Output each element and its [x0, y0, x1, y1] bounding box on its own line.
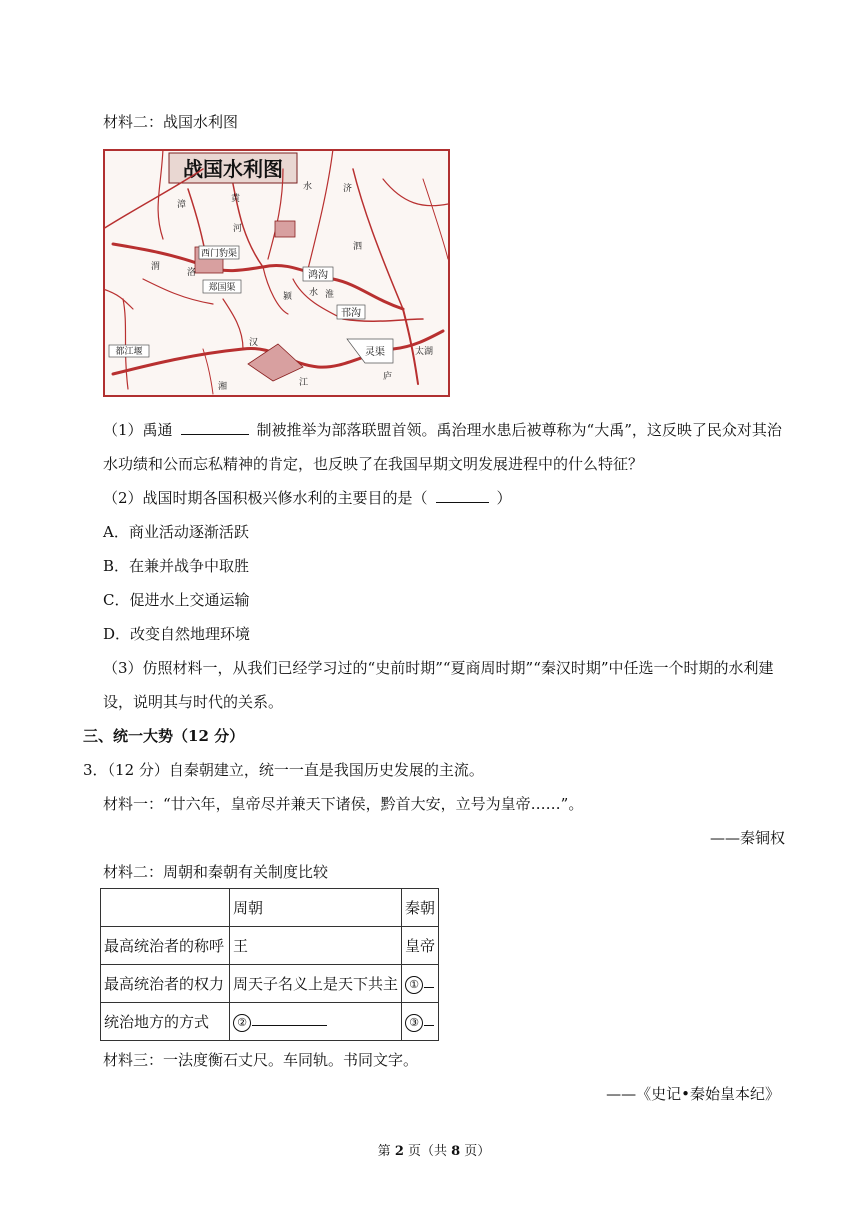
map-label-shui-1: 水: [303, 182, 313, 192]
map-label-lingqu: 灵渠: [365, 347, 385, 358]
table-cell-zhou[interactable]: [230, 1003, 402, 1041]
q2-option-c[interactable]: C．促进水上交通运输: [103, 591, 250, 609]
map-label-honggou: 鸿沟: [308, 270, 328, 281]
table-row-label: 最高统治者的权力: [101, 965, 230, 1003]
map-label-he: 河: [233, 224, 243, 234]
table-header-row: [101, 889, 439, 927]
table-row-label: 统治地方的方式: [101, 1003, 230, 1041]
question3-material2-label: 材料二：周朝和秦朝有关制度比较: [103, 863, 329, 881]
map-label-hangou: 邗沟: [341, 308, 361, 319]
map-label-si: 泗: [353, 242, 363, 252]
q1-line2: 水功绩和公而忘私精神的肯定，也反映了在我国早期文明发展进程中的什么特征？: [103, 455, 644, 473]
page-total: 8: [451, 1144, 461, 1159]
q2-option-b[interactable]: B．在兼并战争中取胜: [103, 557, 250, 575]
q2-stem: （2）战国时期各国积极兴修水利的主要目的是（ ）: [103, 489, 512, 507]
table-row: [101, 965, 439, 1003]
map-label-ji: 济: [343, 184, 353, 194]
question3-source3: ——《史记•秦始皇本纪》: [606, 1085, 780, 1103]
map-label-taihu: 太湖: [415, 347, 434, 357]
question3-stem: 3．（12 分）自秦朝建立，统一一直是我国历史发展的主流。: [83, 761, 484, 779]
table-cell-zhou: 周天子名义上是天下共主: [230, 965, 402, 1003]
question3-material3: 材料三：一法度衡石丈尺。车同轨。书同文字。: [103, 1051, 419, 1069]
question3-material1: 材料一：“廿六年，皇帝尽并兼天下诸侯，黔首大安，立号为皇帝……”。: [103, 795, 584, 813]
map-label-zhang: 漳: [177, 200, 187, 210]
map-label-huai: 淮: [325, 290, 335, 300]
map-label-luo: 洛: [187, 268, 197, 278]
table-header-cell: [101, 889, 230, 927]
q3-line1: （3）仿照材料一，从我们已经学习过的“史前时期”“夏商周时期”“秦汉时期”中任选一个时期的水利建: [103, 659, 774, 677]
q2-answer-blank[interactable]: [436, 488, 489, 503]
table-cell-zhou: 王: [230, 927, 402, 965]
q2-option-d[interactable]: D．改变自然地理环境: [103, 625, 251, 643]
material2-label: 材料二：战国水利图: [103, 113, 239, 131]
table-header-cell: 周朝: [230, 889, 402, 927]
q1-line1: （1）禹通 制被推举为部落联盟首领。禹治理水患后被尊称为“大禹”，这反映了民众对其治: [103, 421, 782, 439]
q3-line2: 设，说明其与时代的关系。: [103, 693, 284, 711]
map-title: 战国水利图: [183, 157, 283, 181]
map-label-lu: 庐: [383, 372, 393, 382]
table-cell-qin[interactable]: [402, 1003, 439, 1041]
answer-marker-1: ①: [405, 976, 423, 994]
map-label-huang: 黄: [231, 194, 241, 204]
map-label-dujiangyan: 都江堰: [115, 347, 143, 357]
map-label-wei: 渭: [151, 262, 161, 272]
answer-blank-1[interactable]: [424, 973, 434, 988]
map-label-zhengguo: 郑国渠: [208, 283, 236, 293]
question3-source1: ——秦铜权: [709, 829, 785, 847]
map-label-ying: 颍: [283, 292, 293, 302]
table-header-cell: 秦朝: [402, 889, 439, 927]
answer-marker-2: ②: [233, 1014, 251, 1032]
table-cell-qin[interactable]: [402, 965, 439, 1003]
answer-marker-3: ③: [405, 1014, 423, 1032]
map-label-jiang: 江: [299, 378, 309, 388]
answer-blank-3[interactable]: [424, 1011, 434, 1026]
table-row-label: 最高统治者的称呼: [101, 927, 230, 965]
map-label-han: 汉: [249, 338, 259, 348]
map-label-ximen: 西门豹渠: [200, 249, 238, 259]
map-label-shui-2: 水: [309, 288, 319, 298]
page-footer: 第 2 页（共 8 页）: [377, 1144, 491, 1159]
q1-answer-blank[interactable]: [181, 420, 249, 435]
warring-states-water-map: [103, 149, 450, 397]
comparison-table: [100, 888, 439, 1041]
map-label-xiang: 湘: [218, 382, 228, 392]
section3-heading: 三、统一大势（12 分）: [83, 727, 245, 745]
table-row: [101, 927, 439, 965]
table-cell-qin: 皇帝: [402, 927, 439, 965]
page-number: 2: [394, 1144, 404, 1159]
table-row: [101, 1003, 439, 1041]
q2-option-a[interactable]: A．商业活动逐渐活跃: [103, 523, 249, 541]
answer-blank-2[interactable]: [252, 1011, 327, 1026]
